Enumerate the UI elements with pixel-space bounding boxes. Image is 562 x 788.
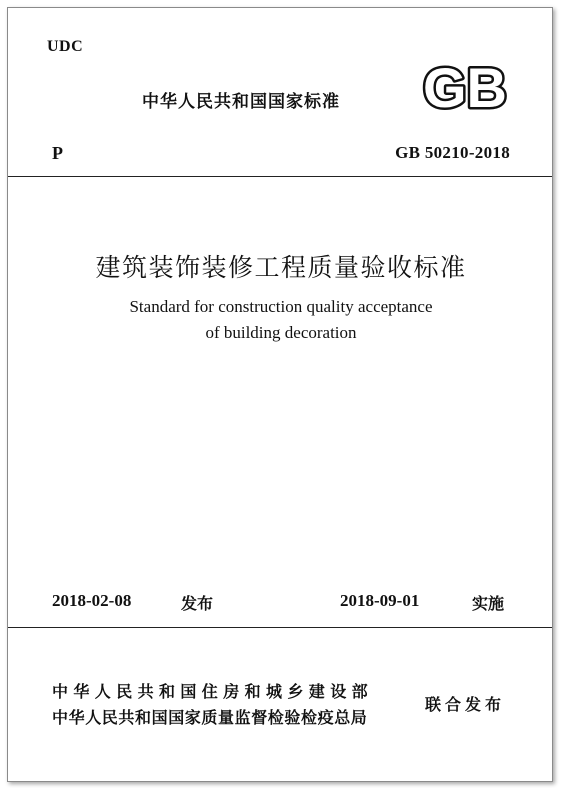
- issue-label: 发布: [181, 594, 214, 613]
- standard-number: GB 50210-2018: [395, 143, 510, 162]
- udc-label: UDC: [47, 38, 84, 55]
- document-cover: [7, 7, 553, 782]
- category-code: P: [52, 143, 63, 163]
- effective-date: 2018-09-01: [340, 591, 420, 610]
- issuer-quality-supervision: 中华人民共和国国家质量监督检验检疫总局: [52, 708, 368, 727]
- header-divider: [8, 176, 552, 177]
- document-title-english-line2: of building decoration: [205, 323, 357, 342]
- gb-logo-text: GB: [423, 58, 507, 114]
- issuer-ministry-housing: 中华人民共和国住房和城乡建设部: [52, 682, 374, 701]
- footer-divider: [8, 627, 552, 628]
- document-title-english-line1: Standard for construction quality acceptance: [129, 297, 433, 316]
- issue-date: 2018-02-08: [52, 591, 132, 610]
- document-title-chinese: 建筑装饰装修工程质量验收标准: [95, 253, 467, 282]
- effective-label: 实施: [472, 594, 505, 613]
- joint-issue-label: 联合发布: [425, 695, 506, 714]
- gb-logo-icon: [418, 58, 512, 114]
- national-standard-heading: 中华人民共和国国家标准: [142, 92, 340, 112]
